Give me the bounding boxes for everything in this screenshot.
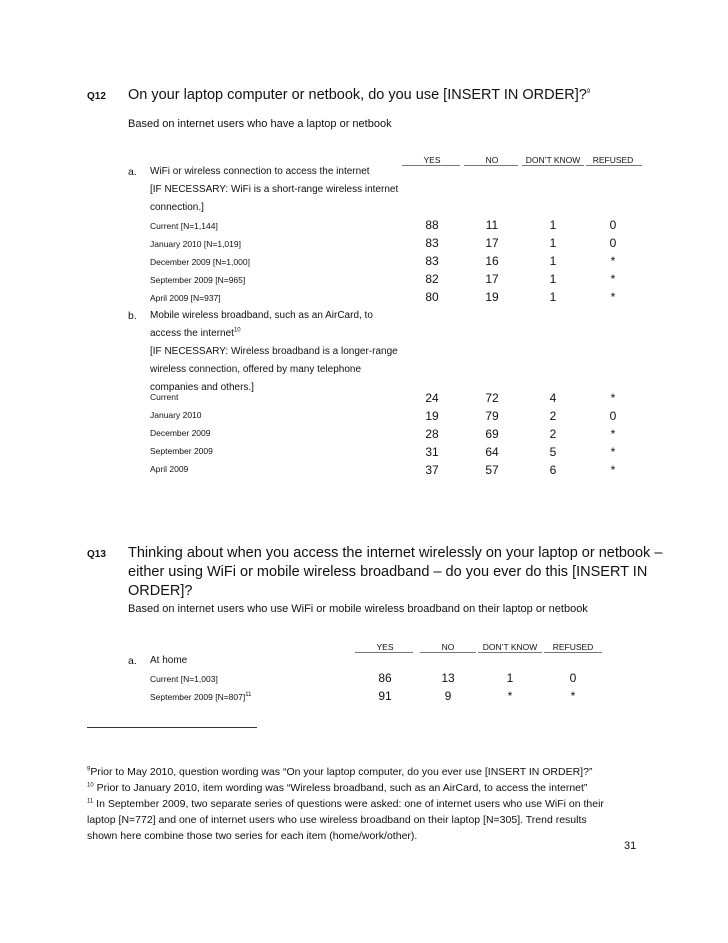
item-text-line: [IF NECESSARY: Wireless broadband is a longer-range	[150, 346, 398, 357]
question-text: On your laptop computer or netbook, do you use [INSERT IN ORDER]?	[128, 87, 587, 103]
question-text-q13	[128, 544, 662, 601]
item-text-line: connection.]	[150, 202, 204, 213]
header-underline	[586, 165, 642, 166]
page-number: 31	[624, 840, 637, 852]
cell-refused: *	[610, 445, 616, 459]
item-letter: b.	[128, 310, 137, 322]
cell-refused: 0	[609, 409, 617, 423]
item-text-line: [IF NECESSARY: WiFi is a short-range wireless internet	[150, 184, 399, 195]
footnote-line: shown here combine those two series for each item (home/work/other).	[87, 830, 418, 842]
cell-yes: 19	[425, 409, 439, 423]
header-underline	[420, 652, 476, 653]
cell-no: 13	[441, 671, 455, 685]
cell-refused: *	[610, 427, 616, 441]
cell-refused: 0	[609, 236, 617, 250]
footnote-number: 9	[87, 766, 91, 773]
cell-dont-know: 2	[549, 409, 557, 423]
base-note-q12: Based on internet users who have a laptop or netbook	[128, 118, 392, 130]
footnote-text: Prior to January 2010, item wording was “Wireless broadband, such as an AirCard, to access the internet”	[96, 782, 588, 794]
header-dont-know: DON’T KNOW	[525, 155, 581, 165]
row-label: April 2009 [N=937]	[150, 293, 221, 303]
cell-yes: 28	[425, 427, 439, 441]
row-label: April 2009	[150, 464, 189, 474]
cell-dont-know: 1	[549, 272, 557, 286]
cell-no: 57	[485, 463, 499, 477]
cell-dont-know: 4	[549, 391, 557, 405]
header-underline	[522, 165, 584, 166]
question-text-line: ORDER]?	[128, 583, 193, 599]
cell-yes: 80	[425, 290, 439, 304]
cell-dont-know: 6	[549, 463, 557, 477]
footnote-text: Prior to May 2010, question wording was “On your laptop computer, do you ever use [INSERT IN ORDER]?”	[90, 766, 593, 778]
cell-refused: *	[610, 463, 616, 477]
row-label-text: September 2009 [N=807]	[150, 692, 246, 702]
cell-no: 9	[444, 689, 452, 703]
header-refused: REFUSED	[552, 642, 594, 652]
item-text-line: wireless connection, offered by many telephone	[150, 364, 362, 375]
cell-no: 16	[485, 254, 499, 268]
cell-dont-know: 1	[549, 254, 557, 268]
item-text-line: companies and others.]	[150, 382, 254, 393]
header-dont-know: DON’T KNOW	[482, 642, 538, 652]
cell-dont-know: 1	[506, 671, 514, 685]
header-underline	[355, 652, 413, 653]
header-no: NO	[441, 642, 455, 652]
cell-no: 79	[485, 409, 499, 423]
cell-dont-know: 1	[549, 236, 557, 250]
item-text-wifi	[150, 163, 398, 217]
item-text-line: Mobile wireless broadband, such as an AirCard, to	[150, 310, 373, 321]
row-label: Current [N=1,144]	[150, 221, 218, 231]
cell-yes: 91	[378, 689, 392, 703]
cell-no: 17	[485, 272, 499, 286]
cell-yes: 83	[425, 236, 439, 250]
row-label: January 2010	[150, 410, 202, 420]
header-refused: REFUSED	[592, 155, 634, 165]
row-label: September 2009 [N=965]	[150, 275, 246, 285]
footnote-number: 11	[87, 798, 94, 805]
row-label: January 2010 [N=1,019]	[150, 239, 241, 249]
row-label: September 2009	[150, 446, 213, 456]
cell-no: 17	[485, 236, 499, 250]
question-text-q12	[128, 86, 590, 105]
base-note-q13: Based on internet users who use WiFi or mobile wireless broadband on their laptop or netbook	[128, 603, 588, 615]
cell-refused: *	[570, 689, 576, 703]
header-underline	[478, 652, 542, 653]
question-text-line: either using WiFi or mobile wireless broadband – do you ever do this [INSERT IN	[128, 564, 648, 580]
header-no: NO	[485, 155, 499, 165]
cell-refused: *	[610, 272, 616, 286]
cell-refused: *	[610, 254, 616, 268]
row-label: December 2009	[150, 428, 211, 438]
cell-yes: 86	[378, 671, 392, 685]
cell-refused: *	[610, 290, 616, 304]
cell-yes: 31	[425, 445, 439, 459]
header-yes: YES	[376, 642, 394, 652]
footnote-9	[87, 764, 592, 780]
footnote-number: 10	[87, 782, 94, 789]
cell-yes: 88	[425, 218, 439, 232]
footnote-ref: 10	[233, 327, 241, 334]
footnote-line: laptop [N=772] and one of internet users who use wireless broadband on their laptop [N=305]. Trend results	[87, 814, 587, 826]
question-id-q13: Q13	[87, 549, 106, 560]
cell-no: 19	[485, 290, 499, 304]
footnote-line	[87, 796, 604, 812]
header-underline	[464, 165, 518, 166]
cell-no: 11	[485, 218, 499, 232]
cell-no: 69	[485, 427, 499, 441]
cell-dont-know: 2	[549, 427, 557, 441]
cell-refused: 0	[609, 218, 617, 232]
cell-dont-know: *	[507, 689, 513, 703]
header-yes: YES	[423, 155, 441, 165]
cell-yes: 37	[425, 463, 439, 477]
row-label: December 2009 [N=1,000]	[150, 257, 250, 267]
item-text-mobile-broadband	[150, 307, 398, 397]
cell-dont-know: 1	[549, 218, 557, 232]
cell-dont-know: 1	[549, 290, 557, 304]
cell-dont-know: 5	[549, 445, 557, 459]
cell-yes: 82	[425, 272, 439, 286]
cell-no: 64	[485, 445, 499, 459]
header-underline	[544, 652, 602, 653]
item-text-line: WiFi or wireless connection to access the internet	[150, 166, 370, 177]
item-letter: a.	[128, 166, 137, 178]
row-label	[150, 692, 251, 702]
item-text-at-home: At home	[150, 655, 188, 666]
item-letter: a.	[128, 655, 137, 667]
footnote-ref: 11	[245, 692, 252, 699]
footnote-ref: 9	[586, 89, 591, 96]
footnote-text: In September 2009, two separate series of questions were asked: one of internet users who use WiFi on their	[96, 798, 604, 810]
cell-yes: 24	[425, 391, 439, 405]
question-text-line: Thinking about when you access the internet wirelessly on your laptop or netbook –	[128, 545, 663, 561]
footnote-11	[87, 796, 604, 844]
header-underline	[402, 165, 460, 166]
item-text-line	[150, 325, 398, 343]
row-label: Current [N=1,003]	[150, 674, 218, 684]
item-text-span: access the internet	[150, 328, 234, 339]
cell-yes: 83	[425, 254, 439, 268]
cell-refused: *	[610, 391, 616, 405]
row-label: Current	[150, 392, 179, 402]
footnote-separator	[87, 727, 257, 728]
cell-no: 72	[485, 391, 499, 405]
footnote-10	[87, 780, 587, 796]
cell-refused: 0	[569, 671, 577, 685]
question-id-q12: Q12	[87, 91, 106, 102]
